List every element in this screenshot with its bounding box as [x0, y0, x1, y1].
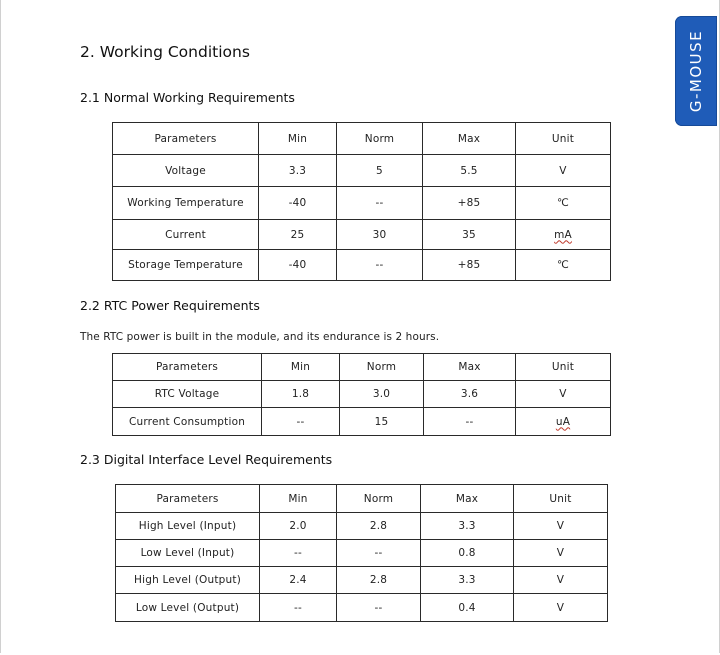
table-row: [113, 408, 611, 436]
norm-cell: --: [337, 187, 423, 220]
header-cell: Norm: [337, 485, 421, 513]
max-cell: +85: [423, 187, 516, 220]
param-cell: Low Level (Input): [116, 540, 260, 567]
header-cell: Min: [259, 123, 337, 155]
rtc-note: The RTC power is built in the module, and its endurance is 2 hours.: [80, 331, 440, 343]
min-cell: 1.8: [262, 381, 340, 408]
norm-cell: --: [337, 250, 423, 281]
table-header-row: [116, 485, 608, 513]
header-cell: Unit: [516, 354, 611, 381]
table-header-row: [113, 123, 611, 155]
max-cell: 3.3: [421, 513, 514, 540]
norm-cell: 2.8: [337, 567, 421, 594]
param-cell: Working Temperature: [113, 187, 259, 220]
digital-interface-table: [115, 484, 608, 622]
side-tab-label: G-MOUSE: [687, 29, 705, 113]
side-tab: [675, 16, 717, 126]
header-cell: Max: [424, 354, 516, 381]
min-cell: 2.0: [260, 513, 337, 540]
unit-cell: ℃: [516, 187, 611, 220]
max-cell: 35: [423, 220, 516, 250]
unit-cell: V: [516, 155, 611, 187]
min-cell: --: [262, 408, 340, 436]
rtc-requirements-table: [112, 353, 611, 436]
header-cell: Min: [260, 485, 337, 513]
max-cell: 0.8: [421, 540, 514, 567]
norm-cell: 15: [340, 408, 424, 436]
max-cell: +85: [423, 250, 516, 281]
param-cell: Low Level (Output): [116, 594, 260, 622]
unit-text: mA: [554, 228, 572, 241]
header-cell: Max: [423, 123, 516, 155]
param-cell: Current: [113, 220, 259, 250]
table-row: [116, 513, 608, 540]
header-cell: Parameters: [113, 123, 259, 155]
max-cell: 0.4: [421, 594, 514, 622]
rtc-heading: 2.2 RTC Power Requirements: [80, 298, 260, 313]
unit-cell: V: [514, 540, 608, 567]
min-cell: 25: [259, 220, 337, 250]
normal-heading: 2.1 Normal Working Requirements: [80, 90, 295, 105]
table-row: [113, 155, 611, 187]
max-cell: --: [424, 408, 516, 436]
table-row: [116, 594, 608, 622]
min-cell: 2.4: [260, 567, 337, 594]
param-cell: Current Consumption: [113, 408, 262, 436]
unit-cell: V: [516, 381, 611, 408]
norm-cell: 30: [337, 220, 423, 250]
norm-cell: 5: [337, 155, 423, 187]
header-cell: Parameters: [116, 485, 260, 513]
max-cell: 3.6: [424, 381, 516, 408]
digital-heading: 2.3 Digital Interface Level Requirements: [80, 452, 333, 467]
header-cell: Unit: [514, 485, 608, 513]
unit-cell: [516, 408, 611, 436]
param-cell: Voltage: [113, 155, 259, 187]
min-cell: -40: [259, 187, 337, 220]
table-row: [113, 187, 611, 220]
norm-cell: 2.8: [337, 513, 421, 540]
min-cell: 3.3: [259, 155, 337, 187]
header-cell: Min: [262, 354, 340, 381]
table-row: [113, 250, 611, 281]
header-cell: Unit: [516, 123, 611, 155]
unit-cell: [516, 220, 611, 250]
max-cell: 5.5: [423, 155, 516, 187]
unit-cell: ℃: [516, 250, 611, 281]
header-cell: Max: [421, 485, 514, 513]
unit-cell: V: [514, 567, 608, 594]
unit-cell: V: [514, 594, 608, 622]
table-row: [113, 220, 611, 250]
param-cell: High Level (Input): [116, 513, 260, 540]
norm-cell: 3.0: [340, 381, 424, 408]
header-cell: Norm: [340, 354, 424, 381]
unit-text: uA: [555, 415, 571, 428]
param-cell: Storage Temperature: [113, 250, 259, 281]
header-cell: Parameters: [113, 354, 262, 381]
max-cell: 3.3: [421, 567, 514, 594]
normal-requirements-table: [112, 122, 611, 281]
min-cell: --: [260, 594, 337, 622]
norm-cell: --: [337, 594, 421, 622]
norm-cell: --: [337, 540, 421, 567]
header-cell: Norm: [337, 123, 423, 155]
table-row: [113, 381, 611, 408]
unit-cell: V: [514, 513, 608, 540]
table-header-row: [113, 354, 611, 381]
table-row: [116, 567, 608, 594]
param-cell: RTC Voltage: [113, 381, 262, 408]
section-title: 2. Working Conditions: [80, 43, 250, 61]
param-cell: High Level (Output): [116, 567, 260, 594]
min-cell: --: [260, 540, 337, 567]
table-row: [116, 540, 608, 567]
min-cell: -40: [259, 250, 337, 281]
